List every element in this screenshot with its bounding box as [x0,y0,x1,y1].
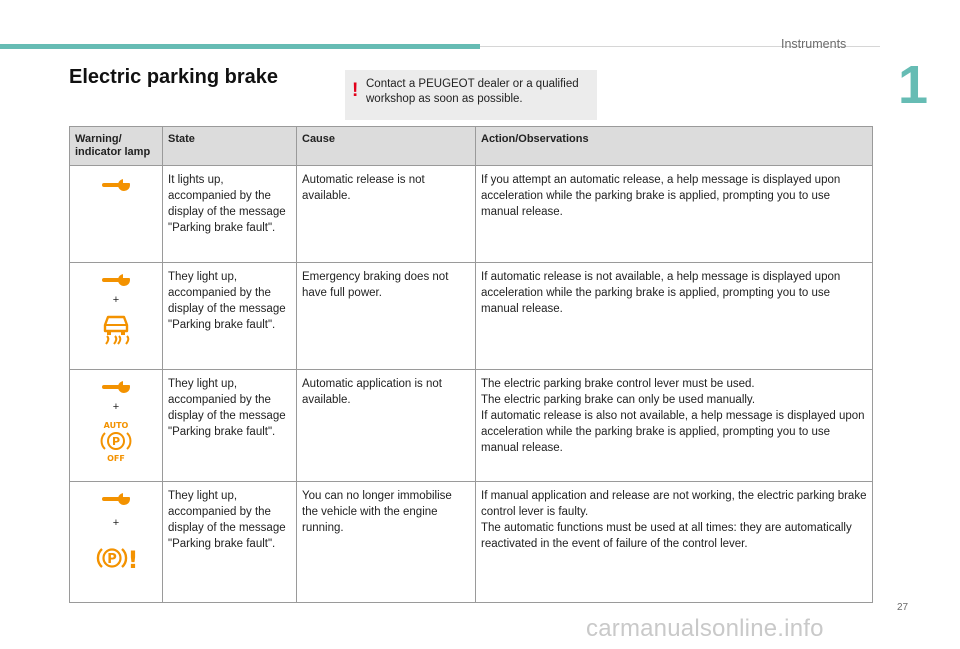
column-header-cause: Cause [297,127,476,166]
action-cell: The electric parking brake control lever must be used. The electric parking brake can only be used manually. If automatic release is also not available, a help message is displayed upon acceleration while the parking brake is applied, prompting you to use manual release. [476,370,873,482]
action-cell: If manual application and release are not working, the electric parking brake control lever is faulty. The automatic functions must be used at all times: they are automatically reactivated in the event of failure of the control lever. [476,482,873,603]
column-header-state: State [163,127,297,166]
auto-label: AUTO [103,421,129,431]
lamp-cell [70,370,163,482]
warning-lamp-table [69,126,873,603]
page-number: 27 [897,602,909,613]
plus-sign: + [112,517,120,530]
table-row [70,262,873,370]
header-accent-bar [0,44,480,49]
page-title: Electric parking brake [69,66,278,88]
column-header-lamp: Warning/ indicator lamp [70,127,163,166]
table-row [70,166,873,263]
plus-sign: + [112,401,120,414]
column-header-action: Action/Observations [476,127,873,166]
parking-brake-fault-icon [94,544,138,572]
notice-text: Contact a PEUGEOT dealer or a qualified workshop as soon as possible. [366,78,579,105]
lamp-cell [70,482,163,603]
wrench-icon [101,273,131,287]
state-cell: They light up, accompanied by the display of the message "Parking brake fault". [163,262,297,370]
lamp-cell [70,262,163,370]
off-label: OFF [107,454,125,463]
p-letter: P [111,435,121,449]
exclamation-icon: ! [352,80,359,101]
state-cell: It lights up, accompanied by the display of the message "Parking brake fault". [163,166,297,263]
table-row [70,482,873,603]
wrench-icon [101,178,131,192]
wrench-icon [101,380,131,394]
notice-box [345,70,597,120]
skidding-car-icon [101,313,131,345]
auto-parking-icon [96,420,136,462]
wrench-icon [101,492,131,506]
cause-cell: You can no longer immobilise the vehicle with the engine running. [297,482,476,603]
action-cell: If automatic release is not available, a help message is displayed upon acceleration while the parking brake is applied, prompting you to use manual release. [476,262,873,370]
action-cell: If you attempt an automatic release, a help message is displayed upon acceleration while the parking brake is applied, prompting you to use manual release. [476,166,873,263]
cause-cell: Automatic application is not available. [297,370,476,482]
section-title: Instruments [781,37,847,51]
cause-cell: Automatic release is not available. [297,166,476,263]
fault-mark: ! [127,546,138,573]
lamp-cell [70,166,163,263]
chapter-number: 1 [898,55,929,115]
plus-sign: + [112,293,120,306]
state-cell: They light up, accompanied by the display of the message "Parking brake fault". [163,370,297,482]
cause-cell: Emergency braking does not have full power. [297,262,476,370]
p-letter: P [107,552,117,568]
watermark: carmanualsonline.info [586,615,824,642]
table-row [70,370,873,482]
table-header-row [70,127,873,166]
state-cell: They light up, accompanied by the display of the message "Parking brake fault". [163,482,297,603]
